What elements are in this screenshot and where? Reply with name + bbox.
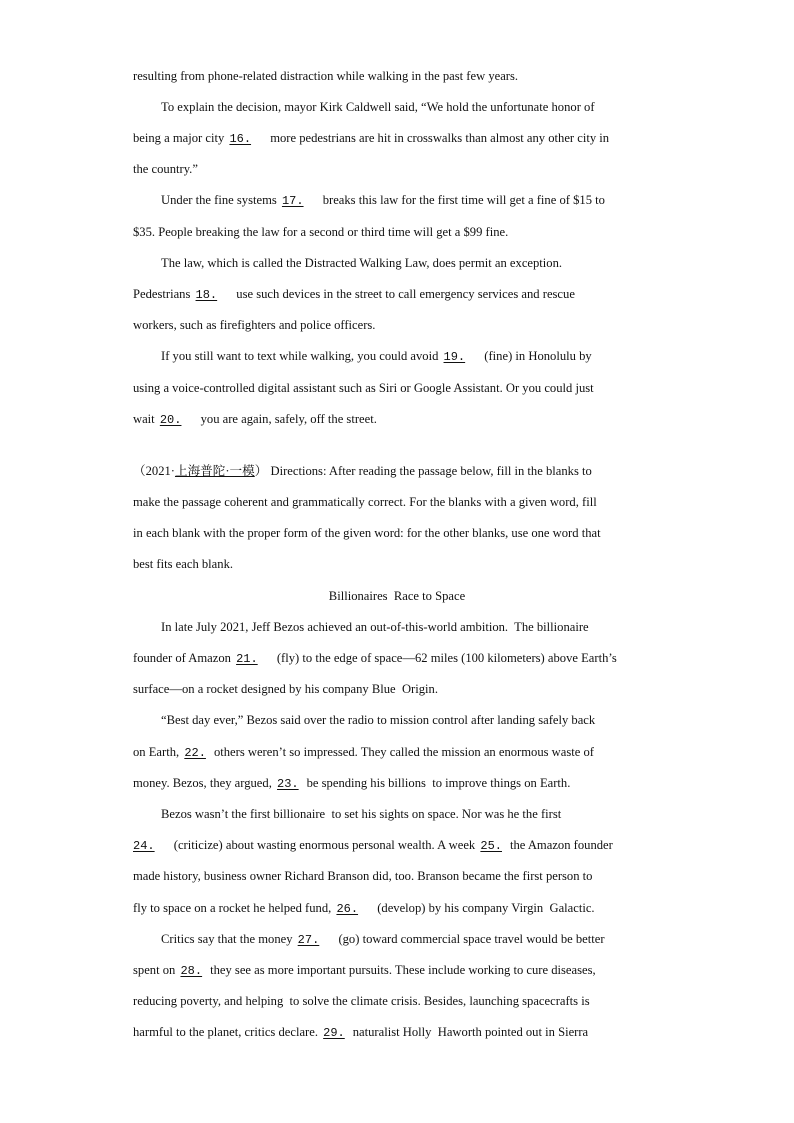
- text-line: [133, 868, 592, 884]
- text: (fly) to the edge of space—62 miles (100 kilometers) above Earth’s: [276, 651, 617, 665]
- text-line: [133, 1024, 588, 1041]
- text-line: [161, 99, 595, 115]
- blank-22[interactable]: 22.: [184, 746, 206, 760]
- text-line: [161, 619, 589, 635]
- text-line: [133, 681, 438, 697]
- text: surface—on a rocket designed by his company Blue Origin.: [133, 682, 438, 696]
- text: fly to space on a rocket he helped fund,: [133, 901, 332, 915]
- text: in each blank with the proper form of the given word: for the other blanks, use one word that: [133, 526, 601, 540]
- text: harmful to the planet, critics declare.: [133, 1025, 318, 1039]
- text: be spending his billions to improve things on Earth.: [306, 776, 571, 790]
- directions-line: [133, 494, 597, 510]
- text: breaks this law for the first time will get a fine of $15 to: [322, 193, 605, 207]
- text-line: [161, 255, 562, 271]
- source-open: （2021·: [133, 464, 175, 478]
- text-line: [133, 411, 377, 428]
- text: If you still want to text while walking, you could avoid: [161, 349, 439, 363]
- blank-21[interactable]: 21.: [236, 652, 258, 666]
- text: $35. People breaking the law for a second or third time will get a $99 fine.: [133, 225, 509, 239]
- text: make the passage coherent and grammatically correct. For the blanks with a given word, fill: [133, 495, 597, 509]
- text: “Best day ever,” Bezos said over the radio to mission control after landing safely back: [161, 713, 596, 727]
- text: (fine) in Honolulu by: [484, 349, 592, 363]
- text: more pedestrians are hit in crosswalks than almost any other city in: [270, 131, 610, 145]
- text: best fits each blank.: [133, 557, 234, 571]
- blank-19[interactable]: 19.: [443, 350, 466, 364]
- text-line: [133, 837, 613, 854]
- text-line: [161, 348, 592, 365]
- text: the country.”: [133, 162, 198, 176]
- blank-28[interactable]: 28.: [180, 964, 203, 978]
- text: they see as more important pursuits. These include working to cure diseases,: [210, 963, 596, 977]
- text: using a voice-controlled digital assistant such as Siri or Google Assistant. Or you could just: [133, 381, 594, 395]
- text-line: [133, 130, 609, 147]
- source-close: ）: [254, 464, 268, 478]
- blank-20[interactable]: 20.: [159, 413, 182, 427]
- text-line: [133, 775, 570, 792]
- text: you are again, safely, off the street.: [200, 412, 377, 426]
- text: reducing poverty, and helping to solve the climate crisis. Besides, launching spacecrafts is: [133, 994, 590, 1008]
- text-line: [133, 224, 508, 240]
- directions-line: [133, 463, 592, 479]
- text: others weren’t so impressed. They called the mission an enormous waste of: [213, 745, 594, 759]
- text: workers, such as firefighters and police officers.: [133, 318, 376, 332]
- text: the Amazon founder: [510, 838, 613, 852]
- text: Billionaires Race to Space: [328, 589, 466, 603]
- blank-26[interactable]: 26.: [336, 902, 359, 916]
- text: naturalist Holly Haworth pointed out in Sierra: [352, 1025, 589, 1039]
- directions-line: [133, 556, 233, 572]
- text-line: [133, 744, 594, 761]
- text: money. Bezos, they argued,: [133, 776, 272, 790]
- text: To explain the decision, mayor Kirk Caldwell said, “We hold the unfortunate honor of: [161, 100, 595, 114]
- blank-23[interactable]: 23.: [277, 777, 299, 791]
- text: on Earth,: [133, 745, 180, 759]
- text: (develop) by his company Virgin Galactic.: [377, 901, 595, 915]
- text-line: [133, 68, 518, 84]
- blank-16[interactable]: 16.: [229, 132, 252, 146]
- source-link[interactable]: 上海普陀·一模: [174, 464, 255, 478]
- text-line: [133, 962, 596, 979]
- blank-27[interactable]: 27.: [297, 933, 320, 947]
- text: made history, business owner Richard Branson did, too. Branson became the first person to: [133, 869, 593, 883]
- text: Pedestrians: [133, 287, 191, 301]
- text-line: [133, 161, 198, 177]
- text-line: [133, 650, 617, 667]
- text: Critics say that the money: [161, 932, 293, 946]
- text-line: [133, 380, 594, 396]
- text: Directions: After reading the passage below, fill in the blanks to: [270, 464, 592, 478]
- blank-25[interactable]: 25.: [480, 839, 502, 853]
- text: Bezos wasn’t the first billionaire to set his sights on space. Nor was he the first: [161, 807, 562, 821]
- text: being a major city: [133, 131, 225, 145]
- text: founder of Amazon: [133, 651, 231, 665]
- text-line: [161, 806, 561, 822]
- text-line: [133, 317, 375, 333]
- text: spent on: [133, 963, 176, 977]
- text: Under the fine systems: [161, 193, 277, 207]
- directions-line: [133, 525, 601, 541]
- text-line: [133, 900, 595, 917]
- blank-29[interactable]: 29.: [323, 1026, 345, 1040]
- blank-18[interactable]: 18.: [195, 288, 218, 302]
- text-line: [133, 286, 575, 303]
- text-line: [161, 192, 605, 209]
- passage-title: [0, 588, 794, 604]
- text-line: [161, 712, 595, 728]
- text: In late July 2021, Jeff Bezos achieved an out-of-this-world ambition. The billionaire: [161, 620, 589, 634]
- text-line: [133, 993, 590, 1009]
- text: wait: [133, 412, 155, 426]
- blank-17[interactable]: 17.: [281, 194, 304, 208]
- text: The law, which is called the Distracted Walking Law, does permit an exception.: [161, 256, 563, 270]
- text: resulting from phone-related distraction while walking in the past few years.: [133, 69, 519, 83]
- text: (go) toward commercial space travel would be better: [338, 932, 605, 946]
- blank-24[interactable]: 24.: [133, 839, 155, 853]
- text-line: [161, 931, 605, 948]
- text: (criticize) about wasting enormous personal wealth. A week: [173, 838, 476, 852]
- text: use such devices in the street to call emergency services and rescue: [236, 287, 575, 301]
